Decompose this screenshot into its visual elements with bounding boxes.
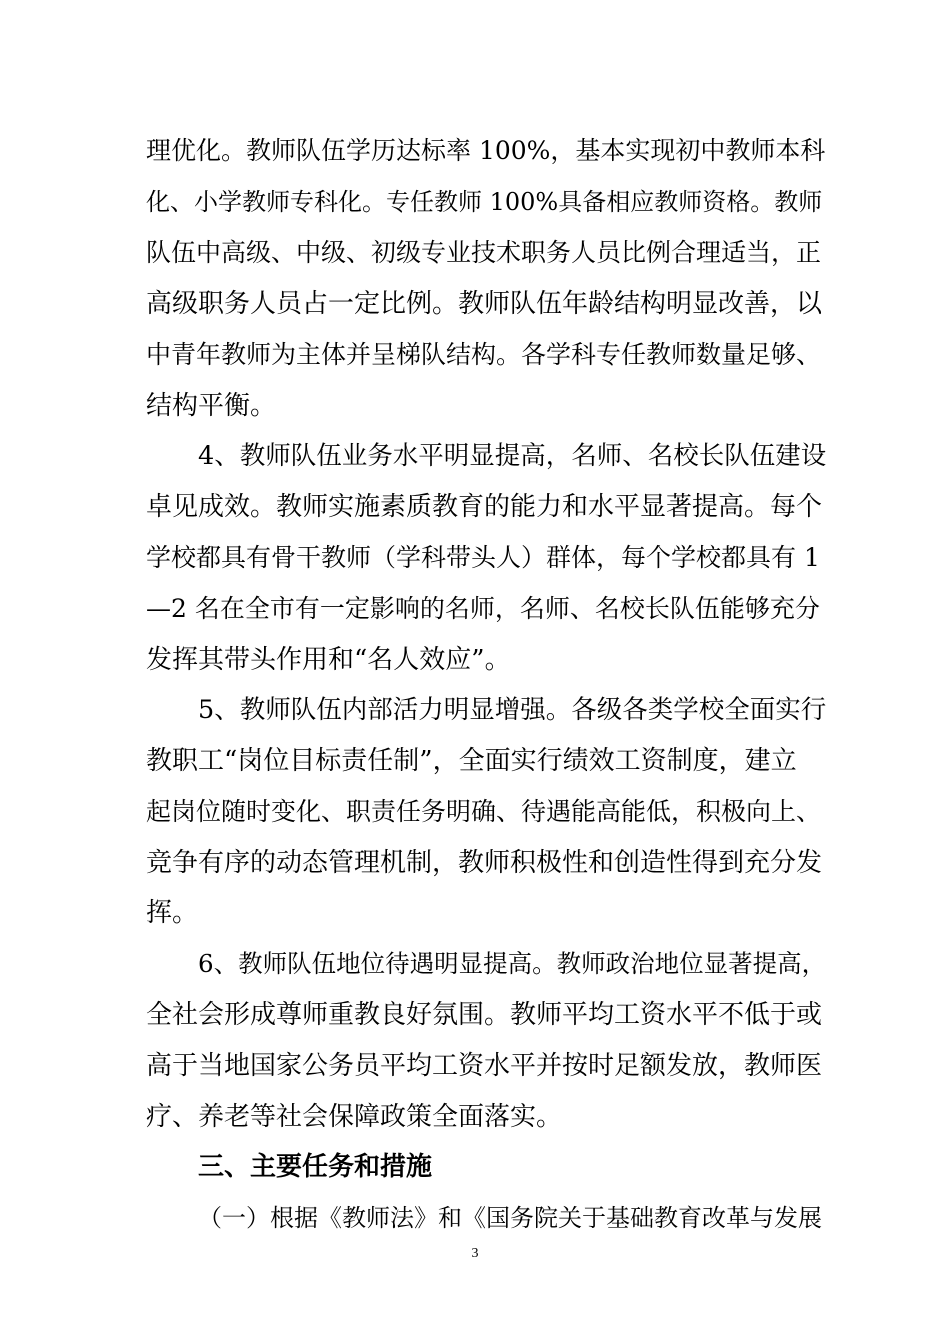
text-line: 化、小学教师专科化。专任教师 100%具备相应教师资格。教师	[146, 188, 823, 216]
text-line: 6、教师队伍地位待遇明显提高。教师政治地位显著提高，	[198, 949, 827, 978]
page-number: 3	[471, 1246, 479, 1261]
text-line: 卓见成效。教师实施素质教育的能力和水平显著提高。每个	[146, 492, 823, 522]
text-line: 全社会形成尊师重教良好氛围。教师平均工资水平不低于或	[146, 1000, 823, 1030]
text-line: 竞争有序的动态管理机制，教师积极性和创造性得到充分发	[146, 848, 823, 878]
text-line: 教职工“岗位目标责任制”，全面实行绩效工资制度，建立	[146, 746, 797, 776]
text-line: 4、教师队伍业务水平明显提高，名师、名校长队伍建设	[198, 441, 827, 471]
text-line: —2 名在全市有一定影响的名师，名师、名校长队伍能够充分	[146, 594, 820, 623]
text-line: （一）根据《教师法》和《国务院关于基础教育改革与发展	[198, 1204, 822, 1232]
text-line: 高级职务人员占一定比例。教师队伍年龄结构明显改善，以	[146, 289, 823, 319]
section-heading: 三、主要任务和措施	[198, 1152, 433, 1182]
text-line: 挥。	[146, 898, 199, 928]
text-line: 疗、养老等社会保障政策全面落实。	[146, 1102, 563, 1132]
text-line: 发挥其带头作用和“名人效应”。	[146, 645, 511, 675]
text-line: 队伍中高级、中级、初级专业技术职务人员比例合理适当，正	[146, 238, 822, 267]
text-line: 学校都具有骨干教师（学科带头人）群体，每个学校都具有 1	[146, 543, 820, 572]
text-line: 理优化。教师队伍学历达标率 100%，基本实现初中教师本科	[146, 136, 826, 165]
text-line: 中青年教师为主体并呈梯队结构。各学科专任教师数量足够、	[146, 340, 822, 369]
text-line: 结构平衡。	[146, 391, 277, 421]
text-line: 高于当地国家公务员平均工资水平并按时足额发放，教师医	[146, 1051, 823, 1081]
text-line: 5、教师队伍内部活力明显增强。各级各类学校全面实行	[198, 695, 827, 725]
text-line: 起岗位随时变化、职责任务明确、待遇能高能低，积极向上、	[146, 797, 822, 826]
